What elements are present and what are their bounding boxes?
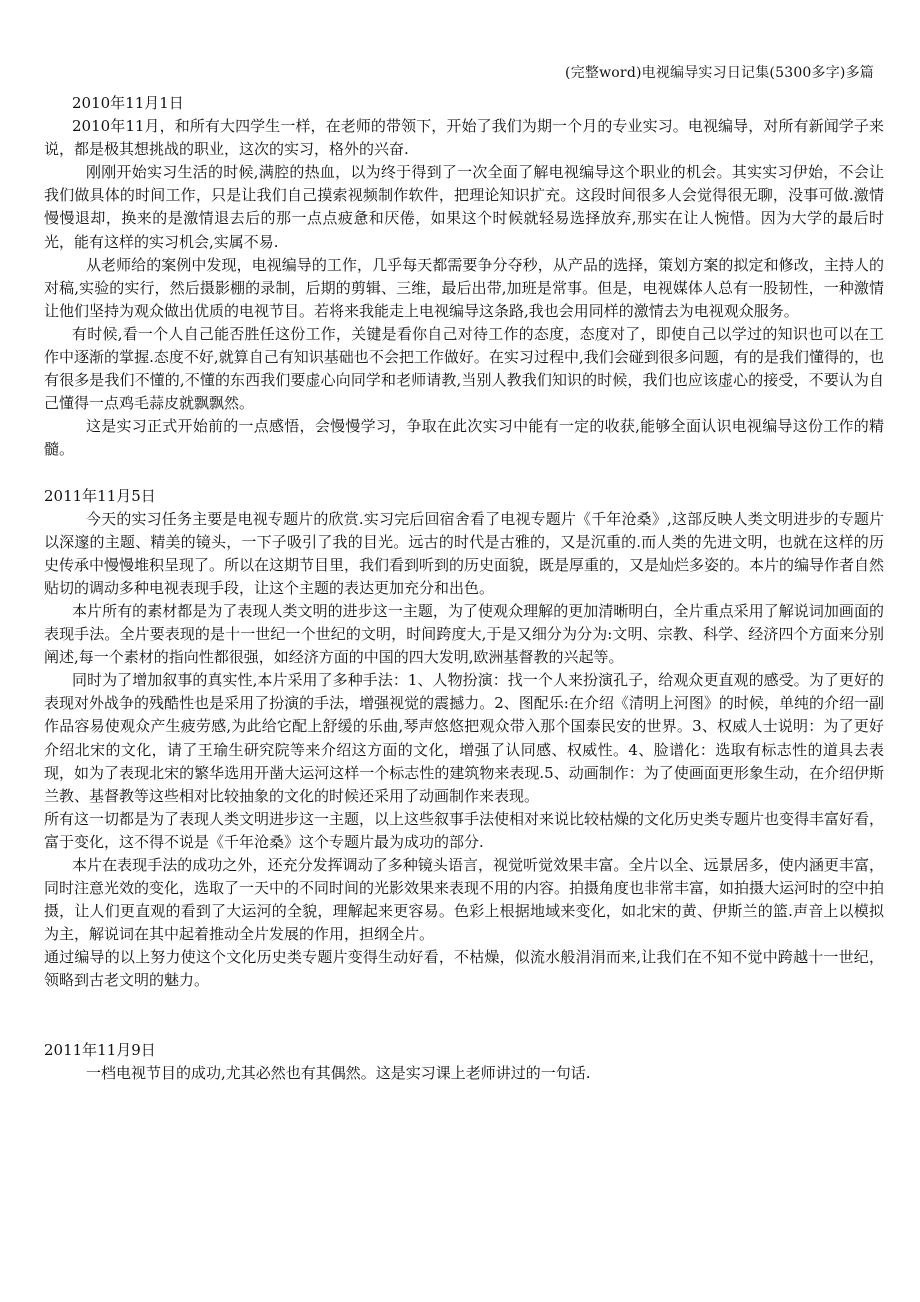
paragraph: 这是实习正式开始前的一点感悟，会慢慢学习，争取在此次实习中能有一定的收获,能够全面认识电视编导这份工作的精髓。 — [44, 417, 884, 459]
paragraph: 同时为了增加叙事的真实性,本片采用了多种手法：1、人物扮演：找一个人来扮演孔子，给观众更直观的感受。为了更好的表现对外战争的残酷性也是采用了扮演的手法，增强视觉的震撼力。2、图配乐:在介绍《清明上河图》的时候，单纯的介绍一副作品容易使观众产生疲劳感,为此给它配上舒缓的乐曲,琴声悠悠把观众带入那个国泰民安的世界。3、权威人士说明：为了更好介绍北宋的文化，请了王瑜生研究院等来介绍这方面的文化，增强了认同感、权威性。4、脸谱化：选取有标志性的道具去表现，如为了表现北宋的繁华选用开凿大运河这样一个标志性的建筑物来表现.5、动画制作：为了使画面更形象生动，在介绍伊斯兰教、基督教等这些相对比较抽象的文化的时候还采用了动画制作来表现。 — [44, 671, 884, 805]
paragraph: 本片在表现手法的成功之外，还充分发挥调动了多种镜头语言，视觉听觉效果丰富。全片以全、远景居多，使内涵更丰富，同时注意光效的变化，选取了一天中的不同时间的光影效果来表现不用的内容。拍摄角度也非常丰富，如拍摄大运河时的空中拍摄，让人们更直观的看到了大运河的全貌，理解起来更容易。色彩上根据地域来变化，如北宋的黄、伊斯兰的篮.声音上以模拟为主，解说词在其中起着推动全片发展的作用，担纲全片。 — [44, 856, 885, 944]
paragraph: 有时候,看一个人自己能否胜任这份工作，关键是看你自己对待工作的态度，态度对了，即使自己以学过的知识也可以在工作中逐渐的掌握.态度不好,就算自己有知识基础也不会把工作做好。在实习过程中,我们会碰到很多问题，有的是我们懂得的，也有很多是我们不懂的,不懂的东西我们要虚心向同学和老师请教,当别人教我们知识的时候，我们也应该虚心的接受，不要认为自己懂得一点鸡毛蒜皮就飘飘然。 — [44, 324, 884, 413]
entry-date: 2011年11月9日 — [44, 1040, 156, 1059]
diary-entry-2011-11-05 — [44, 485, 884, 993]
paragraph: 2010年11月，和所有大四学生一样，在老师的带领下，开始了我们为期一个月的专业实习。电视编导，对所有新闻学子来说，都是极其想挑战的职业，这次的实习，格外的兴奋. — [44, 117, 884, 159]
paragraph: 从老师给的案例中发现，电视编导的工作，几乎每天都需要争分夺秒，从产品的选择，策划方案的拟定和修改，主持人的对稿,实验的实行，然后摄影棚的录制，后期的剪辑、三维，最后出带,加班是常事。但是，电视媒体人总有一股韧性，一种激情让他们坚持为观众做出优质的电视节目。若将来我能走上电视编导这条路,我也会用同样的激情去为电视观众服务。 — [44, 255, 884, 320]
paragraph: 今天的实习任务主要是电视专题片的欣赏.实习完后回宿舍看了电视专题片《千年沧桑》,这部反映人类文明进步的专题片以深邃的主题、精美的镜头，一下子吸引了我的目光。远古的时代是古雅的，又是沉重的.而人类的先进文明，也就在这样的历史传承中慢慢堆积呈现了。所以在这期节目里，我们看到听到的历史面貌，既是厚重的，又是灿烂多姿的。本片的编导作者自然贴切的调动多种电视表现手段，让这个主题的表达更加充分和出色。 — [44, 509, 885, 597]
document-body — [44, 92, 884, 1085]
entry-date: 2011年11月5日 — [44, 486, 156, 505]
paragraph: 所有这一切都是为了表现人类文明进步这一主题，以上这些叙事手法使相对来说比较枯燥的文化历史类专题片也变得丰富好看，富于变化，这不得不说是《千年沧桑》这个专题片最为成功的部分. — [44, 809, 885, 851]
paragraph: 通过编导的以上努力使这个文化历史类专题片变得生动好看，不枯燥，似流水般涓涓而来,让我们在不知不觉中跨越十一世纪，领略到古老文明的魅力。 — [44, 948, 884, 990]
document-header-title: (完整word)电视编导实习日记集(5300多字)多篇 — [565, 65, 874, 81]
spacer — [44, 462, 884, 485]
paragraph: 刚刚开始实习生活的时候,满腔的热血，以为终于得到了一次全面了解电视编导这个职业的机会。其实实习伊始，不会让我们做具体的时间工作，只是让我们自己摸索视频制作软件，把理论知识扩充。这段时间很多人会觉得很无聊，没事可做.激情慢慢退却，换来的是激情退去后的那一点点疲惫和厌倦，如果这个时候就轻易选择放弃,那实在让人惋惜。因为大学的最后时光，能有这样的实习机会,实属不易. — [44, 163, 884, 251]
spacer — [44, 993, 884, 1039]
paragraph: 一档电视节目的成功,尤其必然也有其偶然。这是实习课上老师讲过的一句话. — [86, 1063, 591, 1082]
diary-entry-2011-11-09 — [44, 1039, 884, 1085]
entry-date: 2010年11月1日 — [72, 94, 184, 112]
paragraph: 本片所有的素材都是为了表现人类文明的进步这一主题，为了使观众理解的更加清晰明白，全片重点采用了解说词加画面的表现手法。全片要表现的是十一世纪一个世纪的文明，时间跨度大,于是又细分为分为:文明、宗教、科学、经济四个方面来分别阐述,每一个素材的指向性都很强，如经济方面的中国的四大发明,欧洲基督教的兴起等。 — [44, 601, 884, 667]
diary-entry-2010-11-01 — [44, 92, 884, 462]
